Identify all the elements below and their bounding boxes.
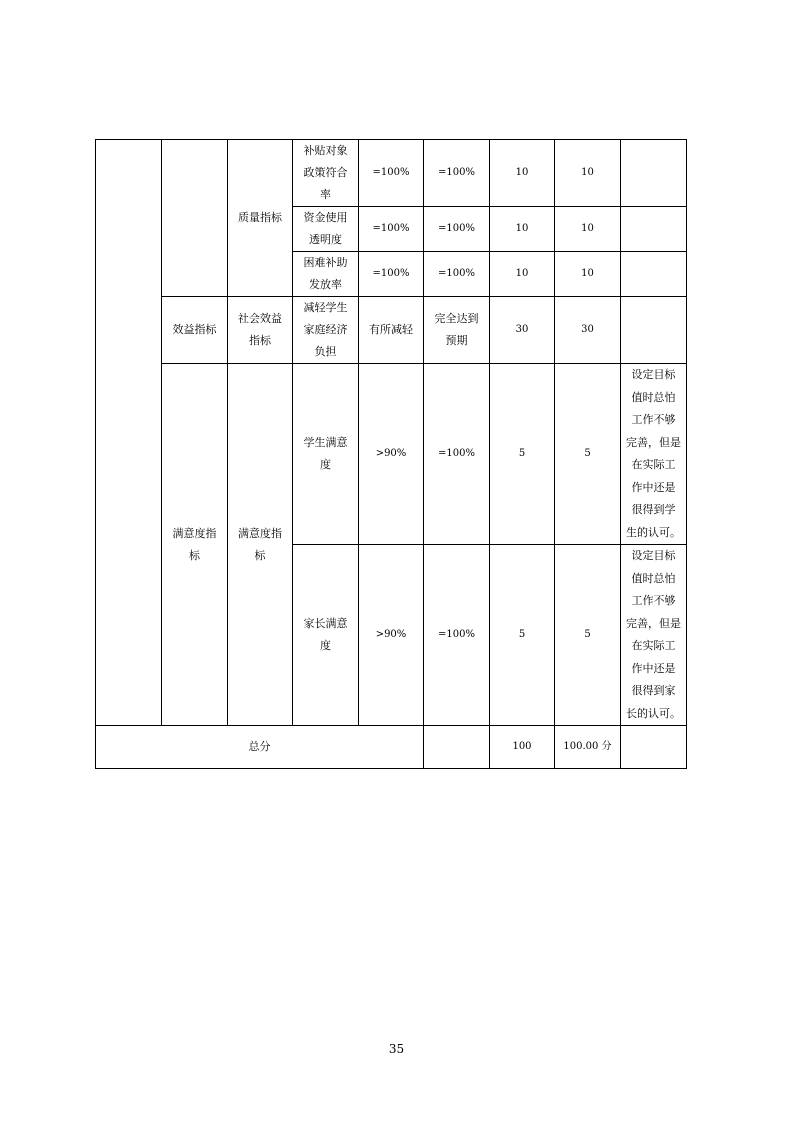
indicator-cell: 补贴对象 政策符合 率 [293, 140, 359, 207]
indicator-cell: 资金使用 透明度 [293, 207, 359, 252]
total-label: 总分 [96, 726, 424, 769]
second-level-indicator-cell: 效益指标 [162, 297, 228, 364]
score-cell: 10 [555, 207, 621, 252]
third-level-indicator-cell: 满意度指 标 [228, 364, 293, 726]
indicator-cell: 学生满意 度 [293, 364, 359, 545]
performance-indicator-table [95, 139, 687, 769]
second-level-indicator-cell [162, 140, 228, 297]
indicator-cell: 减轻学生 家庭经济 负担 [293, 297, 359, 364]
annual-target-cell: =100% [359, 207, 424, 252]
score-cell: 5 [555, 545, 621, 726]
annual-target-cell: >90% [359, 364, 424, 545]
weight-cell: 5 [490, 364, 555, 545]
score-cell: 5 [555, 364, 621, 545]
note-cell [621, 297, 687, 364]
table-row [96, 140, 687, 207]
note-cell: 设定目标 值时总怕 工作不够 完善，但是 在实际工 作中还是 很得到学 生的认可。 [621, 364, 687, 545]
total-blank-cell [424, 726, 490, 769]
table-row [96, 364, 687, 545]
annual-target-cell: =100% [359, 252, 424, 297]
note-cell [621, 140, 687, 207]
note-cell [621, 252, 687, 297]
score-cell: 30 [555, 297, 621, 364]
weight-cell: 10 [490, 252, 555, 297]
annual-target-cell: >90% [359, 545, 424, 726]
indicator-cell: 困难补助 发放率 [293, 252, 359, 297]
second-level-indicator-cell: 满意度指 标 [162, 364, 228, 726]
actual-value-cell: =100% [424, 545, 490, 726]
total-note-cell [621, 726, 687, 769]
total-row [96, 726, 687, 769]
score-cell: 10 [555, 140, 621, 207]
page-number: 35 [388, 1042, 405, 1056]
note-cell: 设定目标 值时总怕 工作不够 完善，但是 在实际工 作中还是 很得到家 长的认可。 [621, 545, 687, 726]
actual-value-cell: 完全达到 预期 [424, 297, 490, 364]
third-level-indicator-cell: 质量指标 [228, 140, 293, 297]
weight-cell: 10 [490, 140, 555, 207]
actual-value-cell: =100% [424, 140, 490, 207]
table-row [96, 297, 687, 364]
weight-cell: 30 [490, 297, 555, 364]
actual-value-cell: =100% [424, 207, 490, 252]
weight-cell: 10 [490, 207, 555, 252]
third-level-indicator-cell: 社会效益 指标 [228, 297, 293, 364]
annual-target-cell: =100% [359, 140, 424, 207]
note-cell [621, 207, 687, 252]
total-weight-cell: 100 [490, 726, 555, 769]
weight-cell: 5 [490, 545, 555, 726]
actual-value-cell: =100% [424, 252, 490, 297]
total-score-cell: 100.00 分 [555, 726, 621, 769]
first-level-indicator-cell [96, 140, 162, 726]
score-cell: 10 [555, 252, 621, 297]
actual-value-cell: =100% [424, 364, 490, 545]
indicator-cell: 家长满意 度 [293, 545, 359, 726]
annual-target-cell: 有所减轻 [359, 297, 424, 364]
